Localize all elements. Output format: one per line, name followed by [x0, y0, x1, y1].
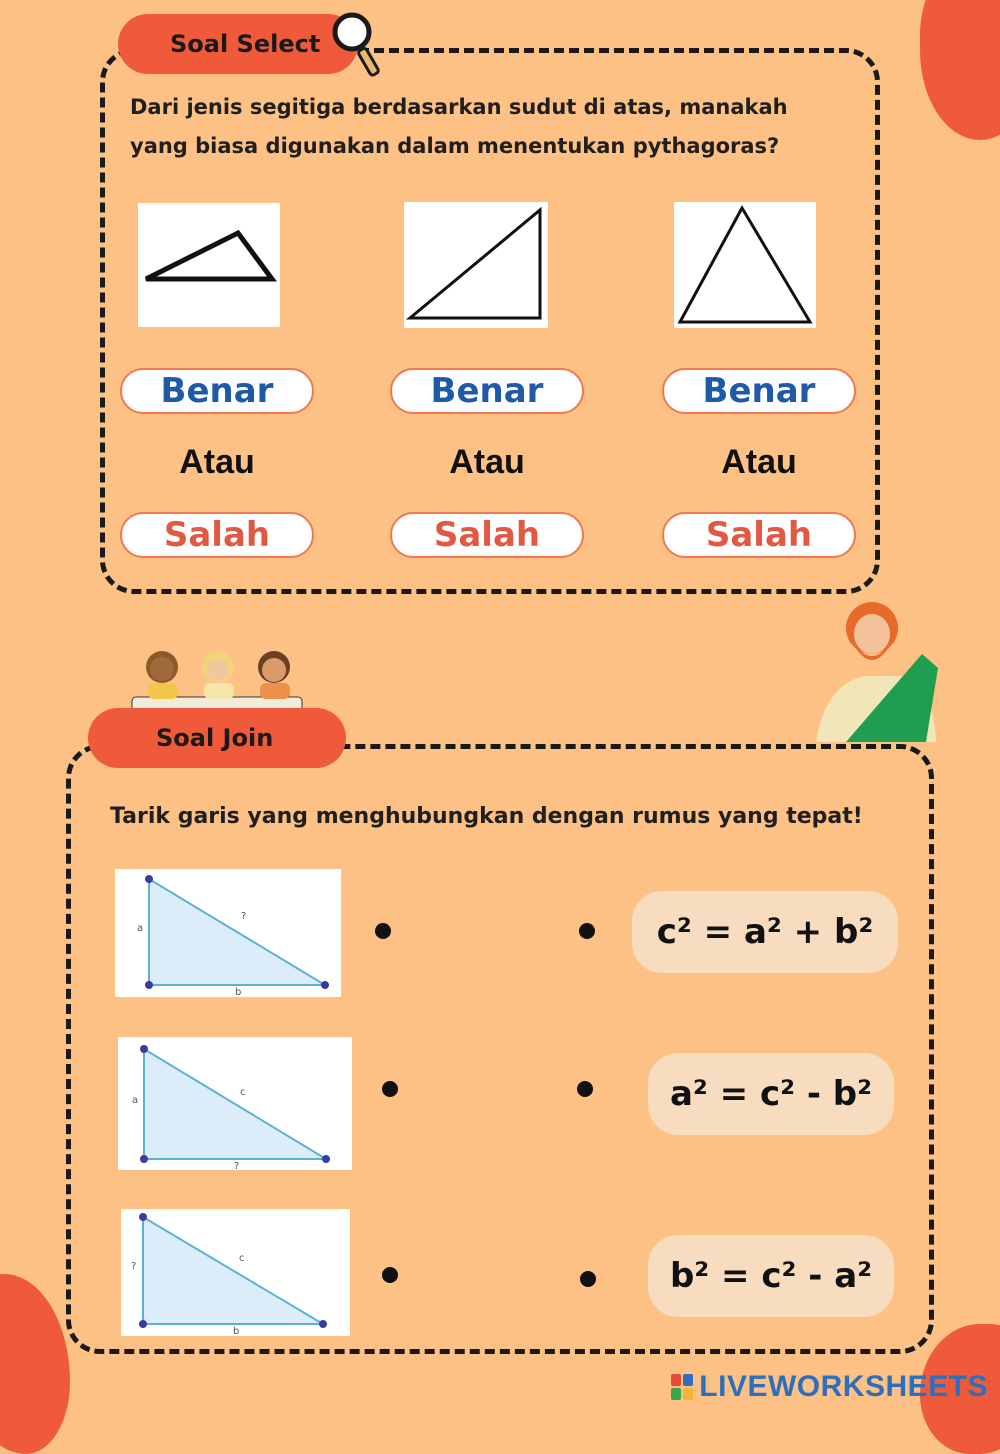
liveworksheets-logo[interactable]	[671, 1370, 988, 1404]
select-section-tag	[118, 14, 358, 74]
pythagoras-illustration	[806, 592, 940, 758]
formula-card[interactable]: b² = c² - a²	[648, 1235, 894, 1317]
side-label: ?	[234, 1161, 240, 1170]
benar-button[interactable]: Benar	[390, 368, 584, 414]
side-label: ?	[241, 911, 247, 922]
side-label: c	[239, 1253, 245, 1264]
atau-label: Atau	[449, 443, 525, 481]
logo-text: LIVEWORKSHEETS	[699, 1370, 988, 1403]
formula-card[interactable]: a² = c² - b²	[648, 1053, 894, 1135]
side-label: a	[132, 1095, 139, 1106]
side-label: b	[235, 987, 242, 997]
join-dot-left[interactable]	[382, 1267, 398, 1283]
join-question: Tarik garis yang menghubungkan dengan rumus yang tepat!	[110, 804, 863, 829]
join-dot-right[interactable]	[579, 923, 595, 939]
acute-triangle-image	[674, 202, 816, 328]
join-section-tag	[88, 708, 346, 768]
side-label: b	[233, 1326, 240, 1336]
logo-mark-icon	[671, 1374, 693, 1400]
side-label: ?	[131, 1261, 137, 1272]
obtuse-triangle-image	[138, 203, 280, 327]
magnifier-icon	[328, 6, 384, 80]
join-dot-right[interactable]	[577, 1081, 593, 1097]
join-dot-left[interactable]	[382, 1081, 398, 1097]
formula-card[interactable]: c² = a² + b²	[632, 891, 898, 973]
salah-button[interactable]: Salah	[662, 512, 856, 558]
side-label: a	[137, 923, 144, 934]
side-label: c	[240, 1087, 246, 1098]
benar-button[interactable]: Benar	[120, 368, 314, 414]
triangle-diagram	[121, 1209, 350, 1336]
join-dot-right[interactable]	[580, 1271, 596, 1287]
right-triangle-image	[404, 202, 548, 328]
join-dot-left[interactable]	[375, 923, 391, 939]
benar-button[interactable]: Benar	[662, 368, 856, 414]
triangle-diagram	[115, 869, 341, 997]
atau-label: Atau	[179, 443, 255, 481]
atau-label: Atau	[721, 443, 797, 481]
salah-button[interactable]: Salah	[120, 512, 314, 558]
join-section-title: Soal Join	[156, 724, 274, 752]
select-section-title: Soal Select	[170, 30, 321, 58]
salah-button[interactable]: Salah	[390, 512, 584, 558]
kids-illustration	[128, 645, 306, 713]
triangle-diagram	[118, 1037, 352, 1170]
decorative-blob	[920, 0, 1000, 140]
select-question: Dari jenis segitiga berdasarkan sudut di atas, manakah yang biasa digunakan dalam menentukan pythagoras?	[130, 95, 788, 158]
decorative-blob	[0, 1274, 70, 1454]
